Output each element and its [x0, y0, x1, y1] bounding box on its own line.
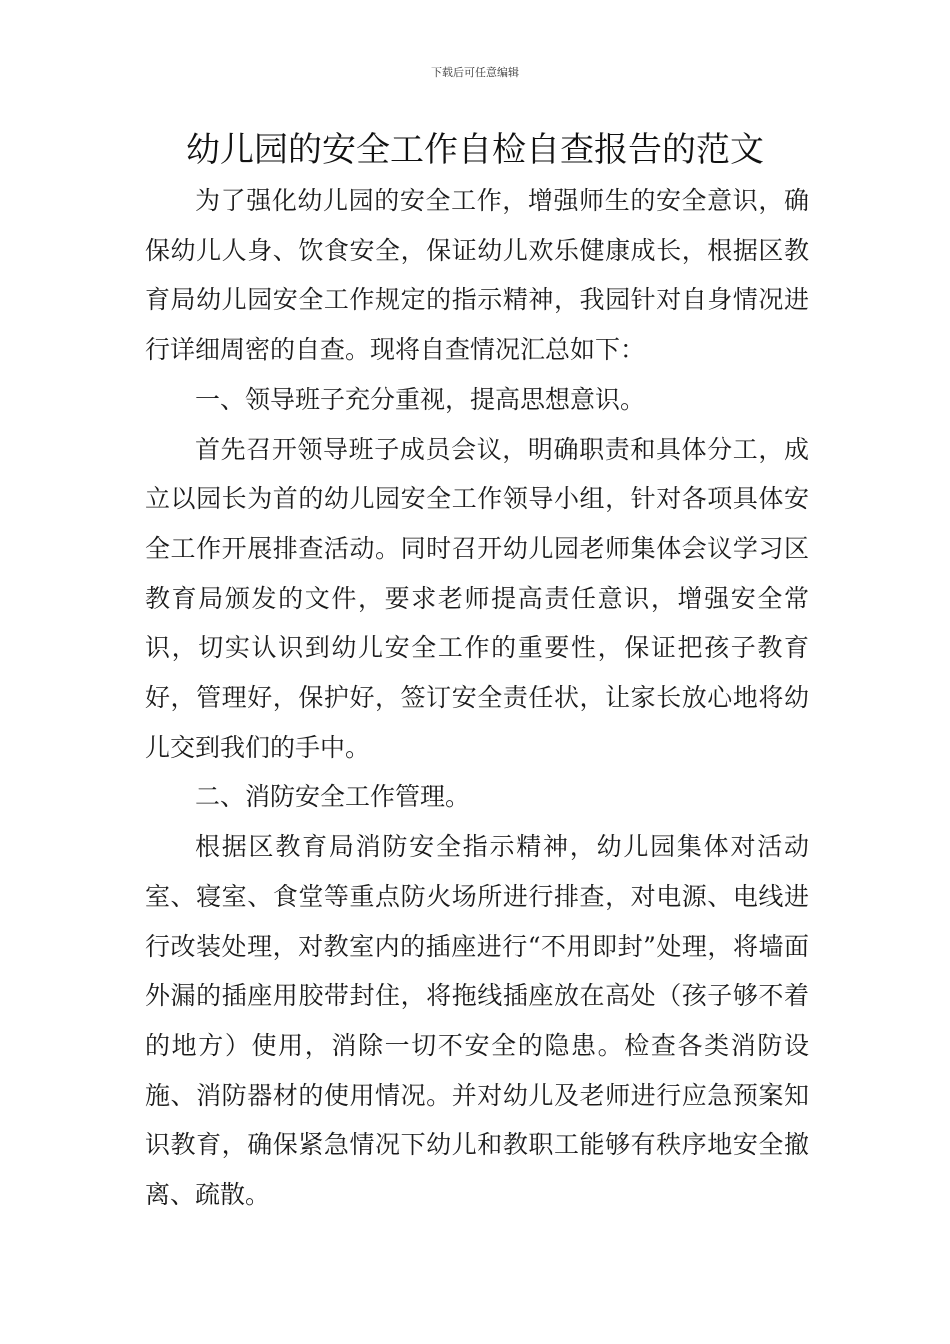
- document-title: 幼儿园的安全工作自检自查报告的范文: [186, 130, 764, 170]
- document-body: [145, 176, 809, 1220]
- paragraph-intro: 为了强化幼儿园的安全工作，增强师生的安全意识，确保幼儿人身、饮食安全，保证幼儿欢乐健康成长，根据区教育局幼儿园安全工作规定的指示精神，我园针对自身情况进行详细周密的自查。现将自查情况汇总如下：: [145, 186, 809, 365]
- section-heading-leadership: 一、领导班子充分重视，提高思想意识。: [195, 384, 646, 414]
- paragraph-leadership: 首先召开领导班子成员会议，明确职责和具体分工，成立以园长为首的幼儿园安全工作领导小组，针对各项具体安全工作开展排查活动。同时召开幼儿园老师集体会议学习区教育局颁发的文件，要求老师提高责任意识，增强安全常识，切实认识到幼儿安全工作的重要性，保证把孩子教育好，管理好，保护好，签订安全责任状，让家长放心地将幼儿交到我们的手中。: [145, 434, 809, 762]
- paragraph-fire-safety: 根据区教育局消防安全指示精神，幼儿园集体对活动室、寝室、食堂等重点防火场所进行排查，对电源、电线进行改装处理，对教室内的插座进行“不用即封”处理，将墙面外漏的插座用胶带封住，将拖线插座放在高处（孩子够不着的地方）使用，消除一切不安全的隐患。检查各类消防设施、消防器材的使用情况。并对幼儿及老师进行应急预案知识教育，确保紧急情况下幼儿和教职工能够有秩序地安全撤离、疏散。: [145, 832, 809, 1210]
- header-note: 下载后可任意编辑: [431, 66, 519, 79]
- section-heading-fire-safety: 二、消防安全工作管理。: [195, 782, 471, 812]
